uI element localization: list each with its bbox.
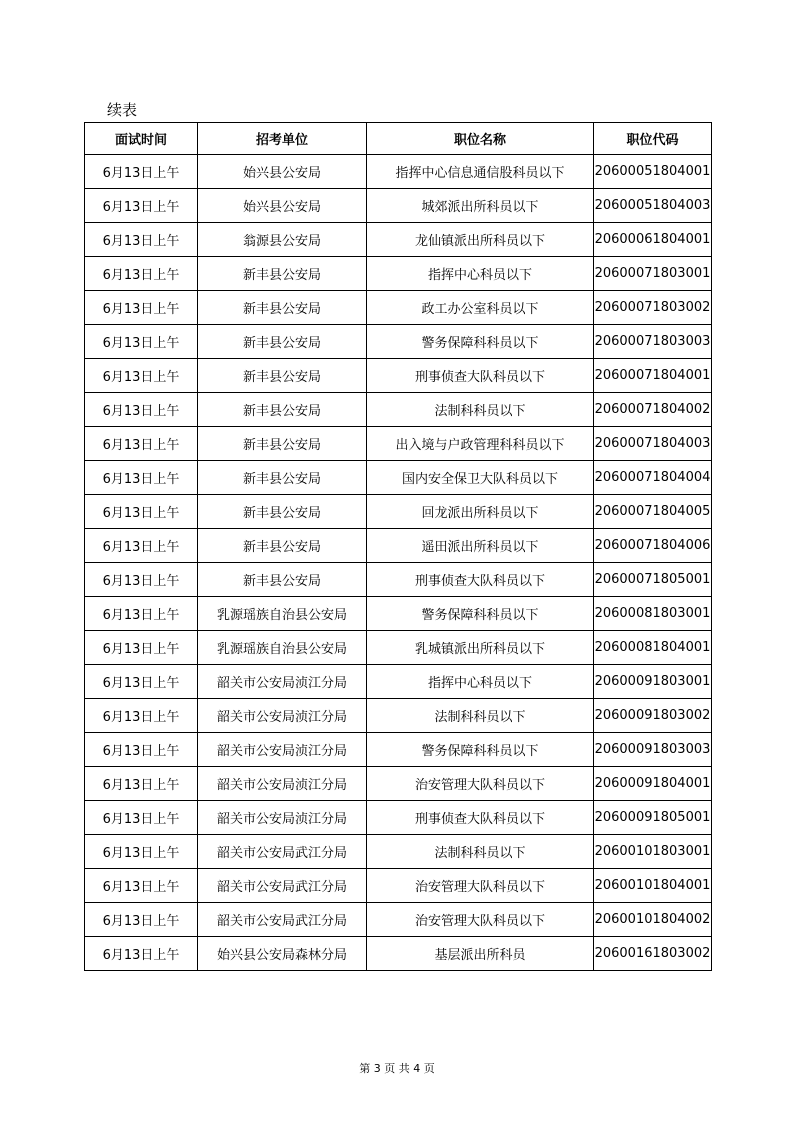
cell-recruiting-unit: 新丰县公安局 xyxy=(198,359,367,393)
cell-interview-time: 6月13日上午 xyxy=(85,699,198,733)
table-row xyxy=(85,291,712,325)
cell-position-name: 刑事侦查大队科员以下 xyxy=(367,801,594,835)
cell-position-code: 20600081803001 xyxy=(594,597,712,631)
cell-position-name: 治安管理大队科员以下 xyxy=(367,903,594,937)
cell-position-code: 20600071804002 xyxy=(594,393,712,427)
cell-recruiting-unit: 韶关市公安局武江分局 xyxy=(198,903,367,937)
table-row xyxy=(85,461,712,495)
cell-recruiting-unit: 始兴县公安局 xyxy=(198,189,367,223)
cell-position-code: 20600071804005 xyxy=(594,495,712,529)
cell-position-name: 龙仙镇派出所科员以下 xyxy=(367,223,594,257)
cell-interview-time: 6月13日上午 xyxy=(85,325,198,359)
cell-recruiting-unit: 韶关市公安局武江分局 xyxy=(198,835,367,869)
table-row xyxy=(85,495,712,529)
cell-recruiting-unit: 韶关市公安局浈江分局 xyxy=(198,733,367,767)
cell-position-name: 警务保障科科员以下 xyxy=(367,597,594,631)
cell-interview-time: 6月13日上午 xyxy=(85,801,198,835)
cell-recruiting-unit: 新丰县公安局 xyxy=(198,427,367,461)
cell-recruiting-unit: 乳源瑶族自治县公安局 xyxy=(198,631,367,665)
cell-position-name: 法制科科员以下 xyxy=(367,699,594,733)
table-row xyxy=(85,359,712,393)
cell-interview-time: 6月13日上午 xyxy=(85,665,198,699)
cell-interview-time: 6月13日上午 xyxy=(85,767,198,801)
table-row xyxy=(85,393,712,427)
cell-position-code: 20600101804001 xyxy=(594,869,712,903)
table-row xyxy=(85,223,712,257)
cell-interview-time: 6月13日上午 xyxy=(85,631,198,665)
cell-position-name: 刑事侦查大队科员以下 xyxy=(367,563,594,597)
cell-interview-time: 6月13日上午 xyxy=(85,733,198,767)
table-row xyxy=(85,835,712,869)
header-recruiting-unit: 招考单位 xyxy=(198,123,367,155)
cell-recruiting-unit: 新丰县公安局 xyxy=(198,325,367,359)
cell-recruiting-unit: 乳源瑶族自治县公安局 xyxy=(198,597,367,631)
cell-position-code: 20600071804003 xyxy=(594,427,712,461)
table-row xyxy=(85,597,712,631)
cell-position-name: 基层派出所科员 xyxy=(367,937,594,971)
table-row xyxy=(85,903,712,937)
table-row xyxy=(85,325,712,359)
cell-recruiting-unit: 韶关市公安局浈江分局 xyxy=(198,767,367,801)
cell-interview-time: 6月13日上午 xyxy=(85,903,198,937)
cell-position-name: 指挥中心科员以下 xyxy=(367,257,594,291)
cell-position-code: 20600051804003 xyxy=(594,189,712,223)
cell-position-name: 法制科科员以下 xyxy=(367,835,594,869)
cell-position-name: 指挥中心信息通信股科员以下 xyxy=(367,155,594,189)
cell-interview-time: 6月13日上午 xyxy=(85,495,198,529)
cell-position-code: 20600071803002 xyxy=(594,291,712,325)
cell-interview-time: 6月13日上午 xyxy=(85,359,198,393)
cell-position-code: 20600071803003 xyxy=(594,325,712,359)
table-row xyxy=(85,767,712,801)
cell-position-code: 20600071803001 xyxy=(594,257,712,291)
header-position-name: 职位名称 xyxy=(367,123,594,155)
cell-position-name: 出入境与户政管理科科员以下 xyxy=(367,427,594,461)
cell-interview-time: 6月13日上午 xyxy=(85,869,198,903)
cell-position-code: 20600071804006 xyxy=(594,529,712,563)
cell-position-name: 治安管理大队科员以下 xyxy=(367,869,594,903)
table-row xyxy=(85,699,712,733)
cell-position-name: 指挥中心科员以下 xyxy=(367,665,594,699)
table-row xyxy=(85,563,712,597)
table-row xyxy=(85,189,712,223)
cell-interview-time: 6月13日上午 xyxy=(85,937,198,971)
table-row xyxy=(85,529,712,563)
cell-interview-time: 6月13日上午 xyxy=(85,563,198,597)
cell-recruiting-unit: 新丰县公安局 xyxy=(198,461,367,495)
cell-interview-time: 6月13日上午 xyxy=(85,393,198,427)
cell-recruiting-unit: 韶关市公安局浈江分局 xyxy=(198,665,367,699)
cell-position-name: 治安管理大队科员以下 xyxy=(367,767,594,801)
cell-position-code: 20600051804001 xyxy=(594,155,712,189)
cell-interview-time: 6月13日上午 xyxy=(85,529,198,563)
cell-position-code: 20600161803002 xyxy=(594,937,712,971)
header-interview-time: 面试时间 xyxy=(85,123,198,155)
cell-position-name: 警务保障科科员以下 xyxy=(367,733,594,767)
cell-interview-time: 6月13日上午 xyxy=(85,223,198,257)
cell-interview-time: 6月13日上午 xyxy=(85,835,198,869)
cell-position-name: 城郊派出所科员以下 xyxy=(367,189,594,223)
cell-recruiting-unit: 新丰县公安局 xyxy=(198,257,367,291)
table-header-row xyxy=(85,123,712,155)
cell-position-name: 刑事侦查大队科员以下 xyxy=(367,359,594,393)
cell-interview-time: 6月13日上午 xyxy=(85,155,198,189)
cell-position-code: 20600071804001 xyxy=(594,359,712,393)
cell-recruiting-unit: 新丰县公安局 xyxy=(198,495,367,529)
cell-recruiting-unit: 翁源县公安局 xyxy=(198,223,367,257)
cell-interview-time: 6月13日上午 xyxy=(85,189,198,223)
header-position-code: 职位代码 xyxy=(594,123,712,155)
cell-position-code: 20600091803002 xyxy=(594,699,712,733)
cell-recruiting-unit: 始兴县公安局 xyxy=(198,155,367,189)
cell-recruiting-unit: 韶关市公安局浈江分局 xyxy=(198,801,367,835)
cell-position-name: 回龙派出所科员以下 xyxy=(367,495,594,529)
table-row xyxy=(85,427,712,461)
cell-position-code: 20600091803001 xyxy=(594,665,712,699)
cell-position-code: 20600061804001 xyxy=(594,223,712,257)
cell-position-code: 20600091804001 xyxy=(594,767,712,801)
cell-position-code: 20600071805001 xyxy=(594,563,712,597)
cell-recruiting-unit: 新丰县公安局 xyxy=(198,563,367,597)
page-footer: 第 3 页 共 4 页 xyxy=(359,1062,435,1075)
table-row xyxy=(85,665,712,699)
cell-interview-time: 6月13日上午 xyxy=(85,597,198,631)
cell-position-name: 法制科科员以下 xyxy=(367,393,594,427)
cell-interview-time: 6月13日上午 xyxy=(85,427,198,461)
cell-interview-time: 6月13日上午 xyxy=(85,291,198,325)
cell-position-code: 20600071804004 xyxy=(594,461,712,495)
cell-position-name: 警务保障科科员以下 xyxy=(367,325,594,359)
cell-position-code: 20600081804001 xyxy=(594,631,712,665)
cell-position-name: 乳城镇派出所科员以下 xyxy=(367,631,594,665)
table-row xyxy=(85,801,712,835)
table-row xyxy=(85,937,712,971)
cell-position-code: 20600101804002 xyxy=(594,903,712,937)
cell-recruiting-unit: 新丰县公安局 xyxy=(198,529,367,563)
cell-recruiting-unit: 新丰县公安局 xyxy=(198,291,367,325)
cell-recruiting-unit: 始兴县公安局森林分局 xyxy=(198,937,367,971)
cell-recruiting-unit: 韶关市公安局武江分局 xyxy=(198,869,367,903)
cell-position-name: 国内安全保卫大队科员以下 xyxy=(367,461,594,495)
cell-position-code: 20600091805001 xyxy=(594,801,712,835)
table-row xyxy=(85,155,712,189)
cell-position-code: 20600101803001 xyxy=(594,835,712,869)
table-row xyxy=(85,869,712,903)
interview-schedule-table xyxy=(84,122,712,971)
cell-recruiting-unit: 新丰县公安局 xyxy=(198,393,367,427)
cell-position-name: 遥田派出所科员以下 xyxy=(367,529,594,563)
cell-interview-time: 6月13日上午 xyxy=(85,257,198,291)
table-row xyxy=(85,257,712,291)
cell-recruiting-unit: 韶关市公安局浈江分局 xyxy=(198,699,367,733)
cell-position-name: 政工办公室科员以下 xyxy=(367,291,594,325)
table-row xyxy=(85,733,712,767)
table-row xyxy=(85,631,712,665)
table-caption: 续表 xyxy=(107,101,138,119)
cell-interview-time: 6月13日上午 xyxy=(85,461,198,495)
cell-position-code: 20600091803003 xyxy=(594,733,712,767)
